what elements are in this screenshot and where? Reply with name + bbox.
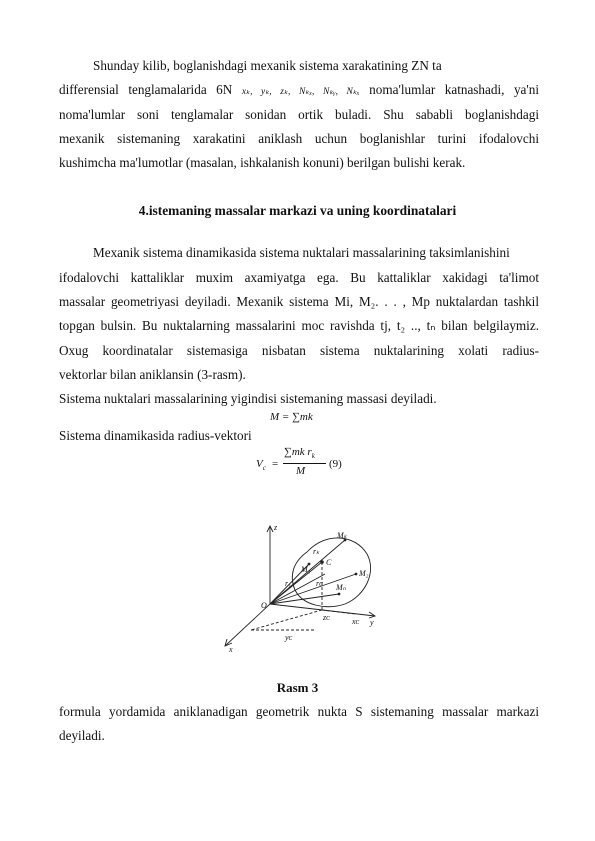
paragraph2-line4: topgan bulsin. Bu nuktalarning massalarini moc ravishda tj, t₂ .., tₙ bilan belgilaymiz.	[59, 318, 539, 333]
radius-vector-line: Sistema dinamikasida radius-vektori	[59, 428, 252, 443]
paragraph2-line6: vektorlar bilan aniklansin (3-rasm).	[59, 367, 246, 382]
paragraph2-line3: massalar geometriyasi deyiladi. Mexanik sistema Mi, M₂. . . , Mp nuktalardan tashkil	[59, 294, 539, 309]
formula2-numerator: ∑mk $r_k$	[284, 446, 315, 461]
label-c: C	[326, 558, 332, 567]
label-x: x	[229, 645, 233, 653]
fraction-bar	[283, 463, 326, 464]
unknowns-expression: xₖ, yₖ, zₖ, Nₖₓ, Nₖᵧ, Nₖₓ	[241, 87, 360, 97]
label-z: z	[274, 523, 278, 532]
label-rc: rᴄ	[316, 579, 323, 588]
paragraph1-line2	[59, 82, 539, 100]
paragraph2-line1: Mexanik sistema dinamikasida sistema nuktalari massalarining taksimlanishini	[93, 245, 510, 260]
paragraph1-line4: mexanik sistemaning xarakatini aniklash uchun boglanishlar turini ifodalovchi	[59, 131, 539, 146]
paragraph1-line3: noma'lumlar soni tenglamalar sonidan ortik buladi. Shu sababli boglanishdagi	[59, 107, 539, 122]
paragraph3-line2: deyiladi.	[59, 728, 105, 743]
yc-projection-a	[251, 610, 322, 630]
point-m2	[355, 573, 358, 576]
label-zc: zᴄ	[323, 613, 330, 622]
label-m1: M₁	[301, 565, 311, 574]
formula2-eq: =	[272, 458, 279, 470]
section-heading: 4.istemaning massalar markazi va uning koordinatalari	[138, 203, 457, 218]
center-of-mass-figure	[215, 518, 395, 653]
label-m2: M₂	[359, 569, 369, 578]
point-mn	[338, 593, 341, 596]
label-mn: Mₙ	[336, 583, 346, 592]
formula2-denominator: M	[296, 465, 306, 477]
label-y: y	[370, 618, 374, 627]
label-xc: xᴄ	[352, 617, 360, 626]
paragraph1-line2a: differensial tenglamalarida 6N	[59, 82, 233, 97]
label-yc: yᴄ	[285, 633, 293, 642]
formula2-tag: (9)	[329, 458, 342, 470]
x-axis	[225, 604, 270, 646]
paragraph2-line7: Sistema nuktalari massalarining yigindisi sistemaning massasi deyiladi.	[59, 391, 437, 406]
label-r1: r₁	[285, 579, 291, 588]
paragraph1-line2b: noma'lumlar katnashadi, ya'ni	[369, 82, 540, 97]
paragraph2-line2: ifodalovchi kattaliklar muxim axamiyatga ega. Bu kattaliklar xakidagi ta'limot	[59, 270, 539, 285]
label-mk: Mₖ	[337, 531, 348, 540]
point-c	[320, 560, 324, 564]
label-o: O	[261, 601, 267, 610]
paragraph1-line5: kushimcha ma'lumotlar (masalan, ishkalanish konuni) berilgan bulishi kerak.	[59, 155, 466, 170]
formula-total-mass: M = ∑mk	[270, 411, 313, 423]
figure-caption: Rasm 3	[276, 680, 319, 695]
label-rk: rₖ	[313, 547, 320, 556]
paragraph3-line1: formula yordamida aniklanadigan geometrik nukta S sistemaning massalar markazi	[59, 704, 539, 719]
paragraph2-line5: Oxug koordinatalar sistemasiga nisbatan sistema nuktalarining xolati radius-	[59, 343, 539, 358]
formula2-lhs: $V_c$	[256, 458, 266, 473]
formula-center-of-mass	[256, 446, 376, 496]
paragraph1-line1: Shunday kilib, boglanishdagi mexanik sistema xarakatining ZN ta	[93, 58, 442, 73]
